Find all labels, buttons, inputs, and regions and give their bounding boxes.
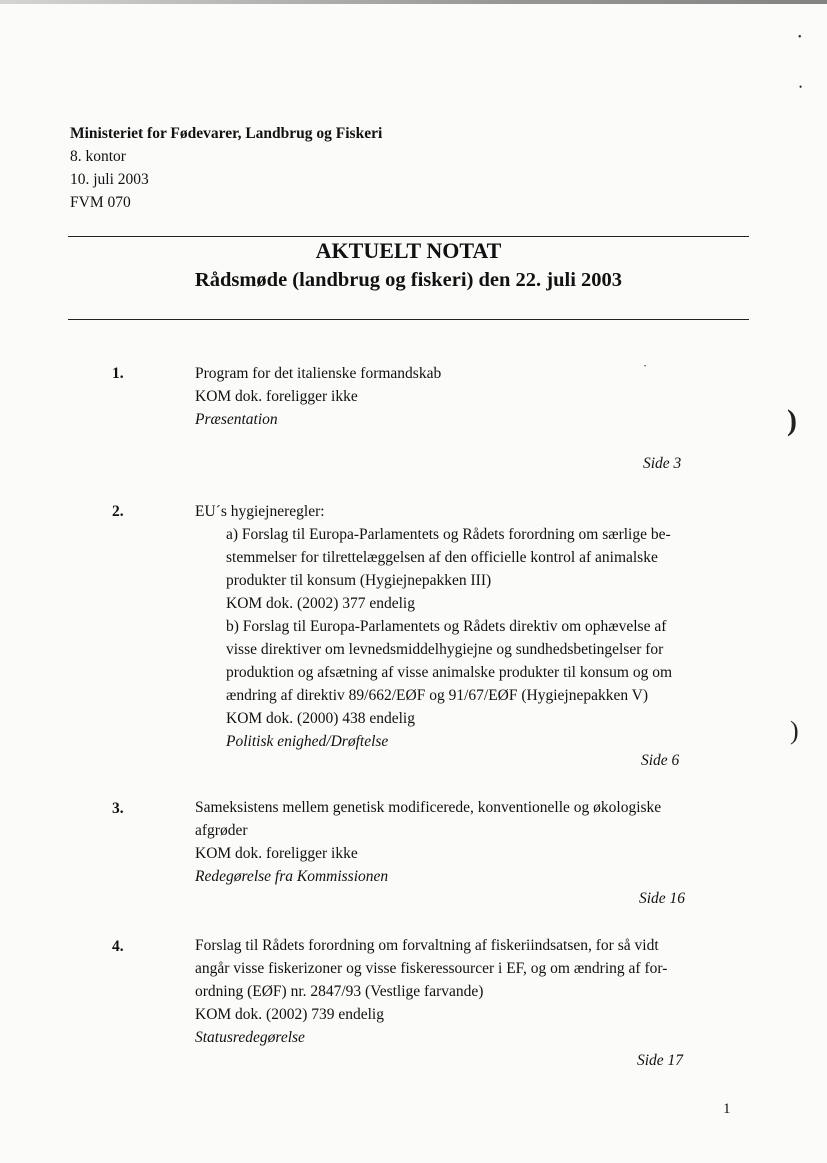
item-line: Sameksistens mellem genetisk modificerede, konventionelle og økologiske [195, 799, 662, 816]
item-page-ref: Side 3 [643, 455, 682, 472]
item-status: Statusredegørelse [195, 1029, 305, 1046]
item-page-ref: Side 17 [637, 1052, 684, 1069]
item-line: KOM dok. foreligger ikke [195, 388, 358, 405]
scan-edge [0, 0, 827, 4]
document-subtitle: Rådsmøde (landbrug og fiskeri) den 22. juli 2003 [194, 269, 623, 291]
document-date: 10. juli 2003 [70, 171, 149, 188]
item-status: Præsentation [195, 411, 278, 428]
item-status: Redegørelse fra Kommissionen [195, 868, 389, 885]
agenda-item-4 [195, 934, 667, 1049]
item-line: Program for det italienske formandskab [195, 365, 442, 382]
page-number: 1 [723, 1101, 731, 1117]
item-number: 1. [112, 365, 124, 382]
item-line: KOM dok. (2000) 438 endelig [226, 710, 415, 727]
item-line: produkter til konsum (Hygiejnepakken III) [226, 572, 492, 589]
agenda-item-3 [195, 796, 661, 888]
agenda-item-2 [195, 500, 672, 753]
item-line: visse direktiver om levnedsmiddelhygiejne og sundhedsbetingelser for [226, 641, 664, 658]
document-header [70, 122, 382, 214]
item-line: ændring af direktiv 89/662/EØF og 91/67/EØF (Hygiejnepakken V) [226, 687, 649, 704]
item-line: Forslag til Rådets forordning om forvaltning af fiskeriindsatsen, for så vidt [195, 937, 659, 954]
item-number: 3. [112, 800, 124, 817]
item-heading: EU´s hygiejneregler: [195, 503, 325, 520]
item-line: b) Forslag til Europa-Parlamentets og Rådets direktiv om ophævelse af [226, 618, 667, 635]
punch-hole-mark: ) [787, 404, 797, 437]
punch-hole-mark: ) [790, 716, 799, 745]
item-number: 2. [112, 503, 124, 520]
item-number: 4. [112, 938, 124, 955]
item-line: a) Forslag til Europa-Parlamentets og Rådets forordning om særlige be- [226, 526, 671, 543]
bottom-rule [68, 319, 749, 320]
document-reference: FVM 070 [70, 194, 131, 211]
ministry-name: Ministeriet for Fødevarer, Landbrug og Fiskeri [70, 125, 383, 142]
item-line: stemmelser for tilrettelæggelsen af den officielle kontrol af animalske [226, 549, 658, 566]
agenda-item-1 [195, 362, 441, 431]
item-status: Politisk enighed/Drøftelse [226, 733, 389, 750]
item-line: produktion og afsætning af visse animalske produkter til konsum og om [226, 664, 673, 681]
scan-speck: • [798, 32, 802, 43]
scan-speck: • [799, 82, 803, 92]
office-name: 8. kontor [70, 148, 126, 165]
item-line: KOM dok. (2002) 377 endelig [226, 595, 415, 612]
item-line: angår visse fiskerizoner og visse fiskeressourcer i EF, og om ændring af for- [195, 960, 668, 977]
item-line: afgrøder [195, 822, 248, 839]
document-title: AKTUELT NOTAT [315, 238, 502, 263]
item-page-ref: Side 6 [641, 752, 680, 769]
item-page-ref: Side 16 [639, 890, 686, 907]
scan-speck: • [644, 364, 647, 370]
item-line: KOM dok. foreligger ikke [195, 845, 358, 862]
item-line: KOM dok. (2002) 739 endelig [195, 1006, 384, 1023]
item-line: ordning (EØF) nr. 2847/93 (Vestlige farvande) [195, 983, 484, 1000]
top-rule [68, 236, 749, 237]
